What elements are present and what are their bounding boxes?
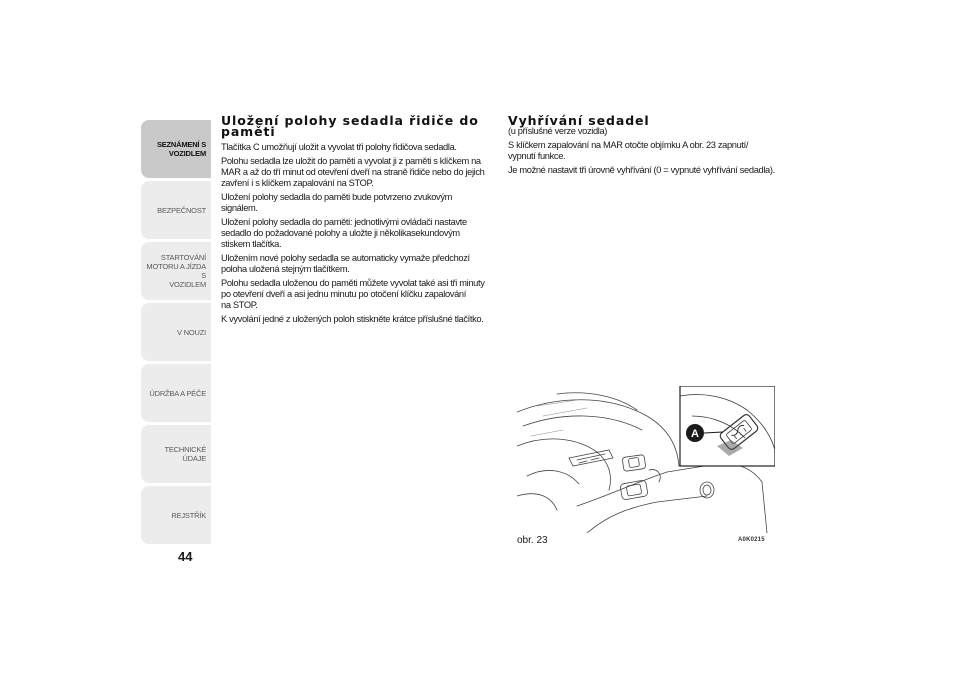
tab-rejstrik[interactable] xyxy=(141,486,211,544)
label-a-text: A xyxy=(691,428,699,440)
tab-v-nouzi[interactable] xyxy=(141,303,211,361)
paragraph: Uložení polohy sedadla do paměti bude potvrzeno zvukovým signálem. xyxy=(221,192,453,213)
section-seat-heating xyxy=(508,115,778,179)
paragraph: Polohu sedadla uloženou do paměti můžete vyvolat také asi tři minuty po otevření dveří a asi jednu minutu po otočení klíčku zapalování na STOP. xyxy=(221,278,485,310)
section-subtitle: (u příslušné verze vozidla) xyxy=(508,126,608,136)
figure-seat-heating-control xyxy=(517,386,775,533)
page-number: 44 xyxy=(178,549,193,564)
section-title: Vyhřívání sedadel xyxy=(508,113,650,128)
paragraph: Uložení polohy sedadla do paměti: jednotlivými ovládači nastavte sedadlo do požadované polohy a uložte ji několikasekundovým stiskem tlačítka. xyxy=(221,217,467,249)
tab-label: STARTOVÁNÍ MOTORU A JÍZDA S VOZIDLEM xyxy=(146,253,206,289)
paragraph: Je možné nastavit tři úrovně vyhřívání (0 = vypnuté vyhřívání sedadla). xyxy=(508,165,775,175)
tab-seznameni-s-vozidlem[interactable] xyxy=(141,120,211,178)
tab-udrzba-a-pece[interactable] xyxy=(141,364,211,422)
figure-code: A0K0215 xyxy=(738,537,765,543)
paragraph: S klíčkem zapalování na MAR otočte objímku A obr. 23 zapnutí/ vypnutí funkce. xyxy=(508,140,749,161)
section-title: Uložení polohy sedadla řidiče do paměti xyxy=(221,113,479,139)
seat-controls-illustration xyxy=(517,386,775,533)
section-seat-memory xyxy=(221,115,493,328)
tab-label: BEZPEČNOST xyxy=(157,205,206,215)
tab-label: ÚDRŽBA A PÉČE xyxy=(149,388,206,398)
tab-label: TECHNICKÉ ÚDAJE xyxy=(164,445,206,463)
tab-startovani[interactable] xyxy=(141,242,211,300)
tab-label: REJSTŘÍK xyxy=(171,510,206,520)
tab-technicke-udaje[interactable] xyxy=(141,425,211,483)
tab-label: SEZNÁMENÍ S VOZIDLEM xyxy=(156,140,206,158)
paragraph: Uložením nové polohy sedadla se automaticky vymaže předchozí poloha uložená stejným tlačítkem. xyxy=(221,253,470,274)
paragraph: Polohu sedadla lze uložit do paměti a vyvolat ji z paměti s klíčkem na MAR a až do tří minut od otevření dveří na straně řidiče nebo do jejich zavření i s klíčkem zapalování na STOP. xyxy=(221,156,485,188)
paragraph: Tlačítka C umožňují uložit a vyvolat tři polohy řidičova sedadla. xyxy=(221,142,457,152)
tab-bezpecnost[interactable] xyxy=(141,181,211,239)
tab-label: V NOUZI xyxy=(176,327,206,337)
figure-caption: obr. 23 xyxy=(517,535,548,546)
paragraph: K vyvolání jedné z uložených poloh stiskněte krátce příslušné tlačítko. xyxy=(221,314,484,324)
